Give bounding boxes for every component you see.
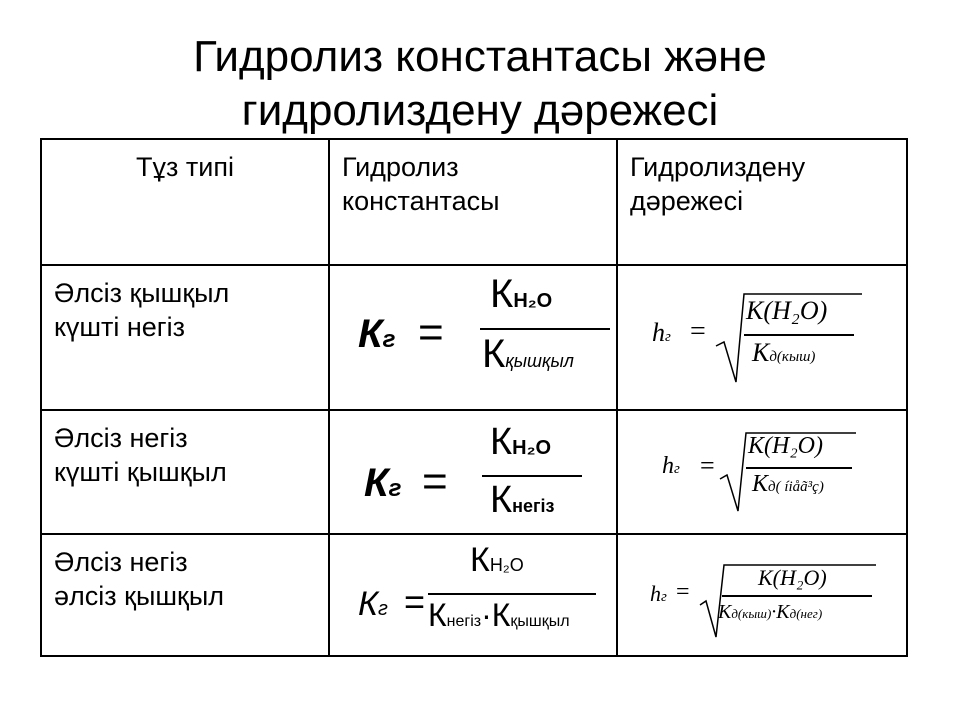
salt-type-cell [41, 265, 329, 410]
header-col3-line2: дәрежесі [630, 186, 744, 216]
k-denominator: Кнегіз [490, 479, 555, 521]
k-denominator: Кқышқыл [482, 332, 574, 376]
table-row [41, 410, 907, 534]
h-denominator: Kд(кыш)·Kд(нег) [718, 601, 823, 623]
salt-type-line1: Әлсіз негіз [54, 423, 188, 453]
k-lhs: Кг [364, 461, 402, 505]
fraction-bar [480, 328, 610, 330]
h-denominator: Kд(кыш) [752, 338, 816, 367]
header-salt-type-label: Тұз типі [136, 152, 234, 182]
salt-type-line2: әлсіз қышқыл [54, 581, 225, 611]
table-row [41, 265, 907, 410]
hydrolysis-degree-formula [617, 265, 907, 410]
hydrolysis-degree-formula [617, 534, 907, 656]
hydrolysis-constant-formula [329, 265, 617, 410]
k-denominator: Кнегіз·Кқышқыл [428, 597, 570, 633]
k-numerator: КH₂O [490, 421, 552, 463]
h-lhs: hг [650, 581, 667, 606]
k-numerator: КH₂O [470, 541, 524, 579]
fraction-bar [722, 595, 872, 597]
salt-type-line2: күшті қышқыл [54, 457, 227, 487]
h-lhs: hг [662, 453, 680, 479]
table-row [41, 534, 907, 656]
salt-type-text [42, 266, 328, 344]
k-numerator: КH₂O [490, 272, 553, 316]
table-header-row [41, 139, 907, 265]
salt-type-line1: Әлсіз негіз [54, 547, 188, 577]
equals-sign: = [676, 579, 690, 605]
hydrolysis-constant-formula [329, 410, 617, 534]
h-numerator: K(H₂O) [758, 565, 827, 590]
salt-type-cell [41, 534, 329, 656]
slide-title [0, 30, 960, 138]
hydrolysis-table [40, 138, 908, 657]
h-numerator: K(H₂O) [748, 433, 823, 459]
header-hydrolysis-constant [329, 139, 617, 265]
header-salt-type [41, 139, 329, 265]
salt-type-text [42, 411, 328, 489]
hydrolysis-table-container [40, 138, 906, 651]
hydrolysis-constant-formula [329, 534, 617, 656]
salt-type-cell [41, 410, 329, 534]
hydrolysis-degree-formula [617, 410, 907, 534]
h-denominator: Kд( íiåã³ç) [752, 471, 824, 497]
fraction-bar [482, 475, 582, 477]
title-line-2: гидролиздену дәрежесі [241, 86, 719, 135]
header-col2-line2: константасы [342, 186, 500, 216]
fraction-bar [428, 593, 596, 595]
fraction-bar [746, 467, 852, 469]
h-lhs: hг [652, 318, 671, 347]
header-hydrolysis-constant-label [330, 140, 616, 218]
k-lhs: Кг [358, 312, 396, 356]
equals-sign: = [690, 316, 706, 347]
header-col2-line1: Гидролиз [342, 152, 459, 182]
salt-type-line1: Әлсіз қышқыл [54, 278, 230, 308]
equals-sign: = [418, 308, 444, 357]
equals-sign: = [700, 451, 715, 480]
header-hydrolysis-degree-label [618, 140, 906, 218]
salt-type-text [42, 535, 328, 613]
equals-sign: = [422, 457, 448, 506]
salt-type-line2: күшті негіз [54, 312, 185, 342]
fraction-bar [744, 334, 854, 336]
title-line-1: Гидролиз константасы және [193, 32, 767, 81]
h-numerator: K(H₂O) [746, 296, 828, 325]
equals-sign: = [404, 581, 426, 622]
k-lhs: Кг [358, 585, 388, 623]
header-hydrolysis-degree [617, 139, 907, 265]
header-col3-line1: Гидролиздену [630, 152, 806, 182]
